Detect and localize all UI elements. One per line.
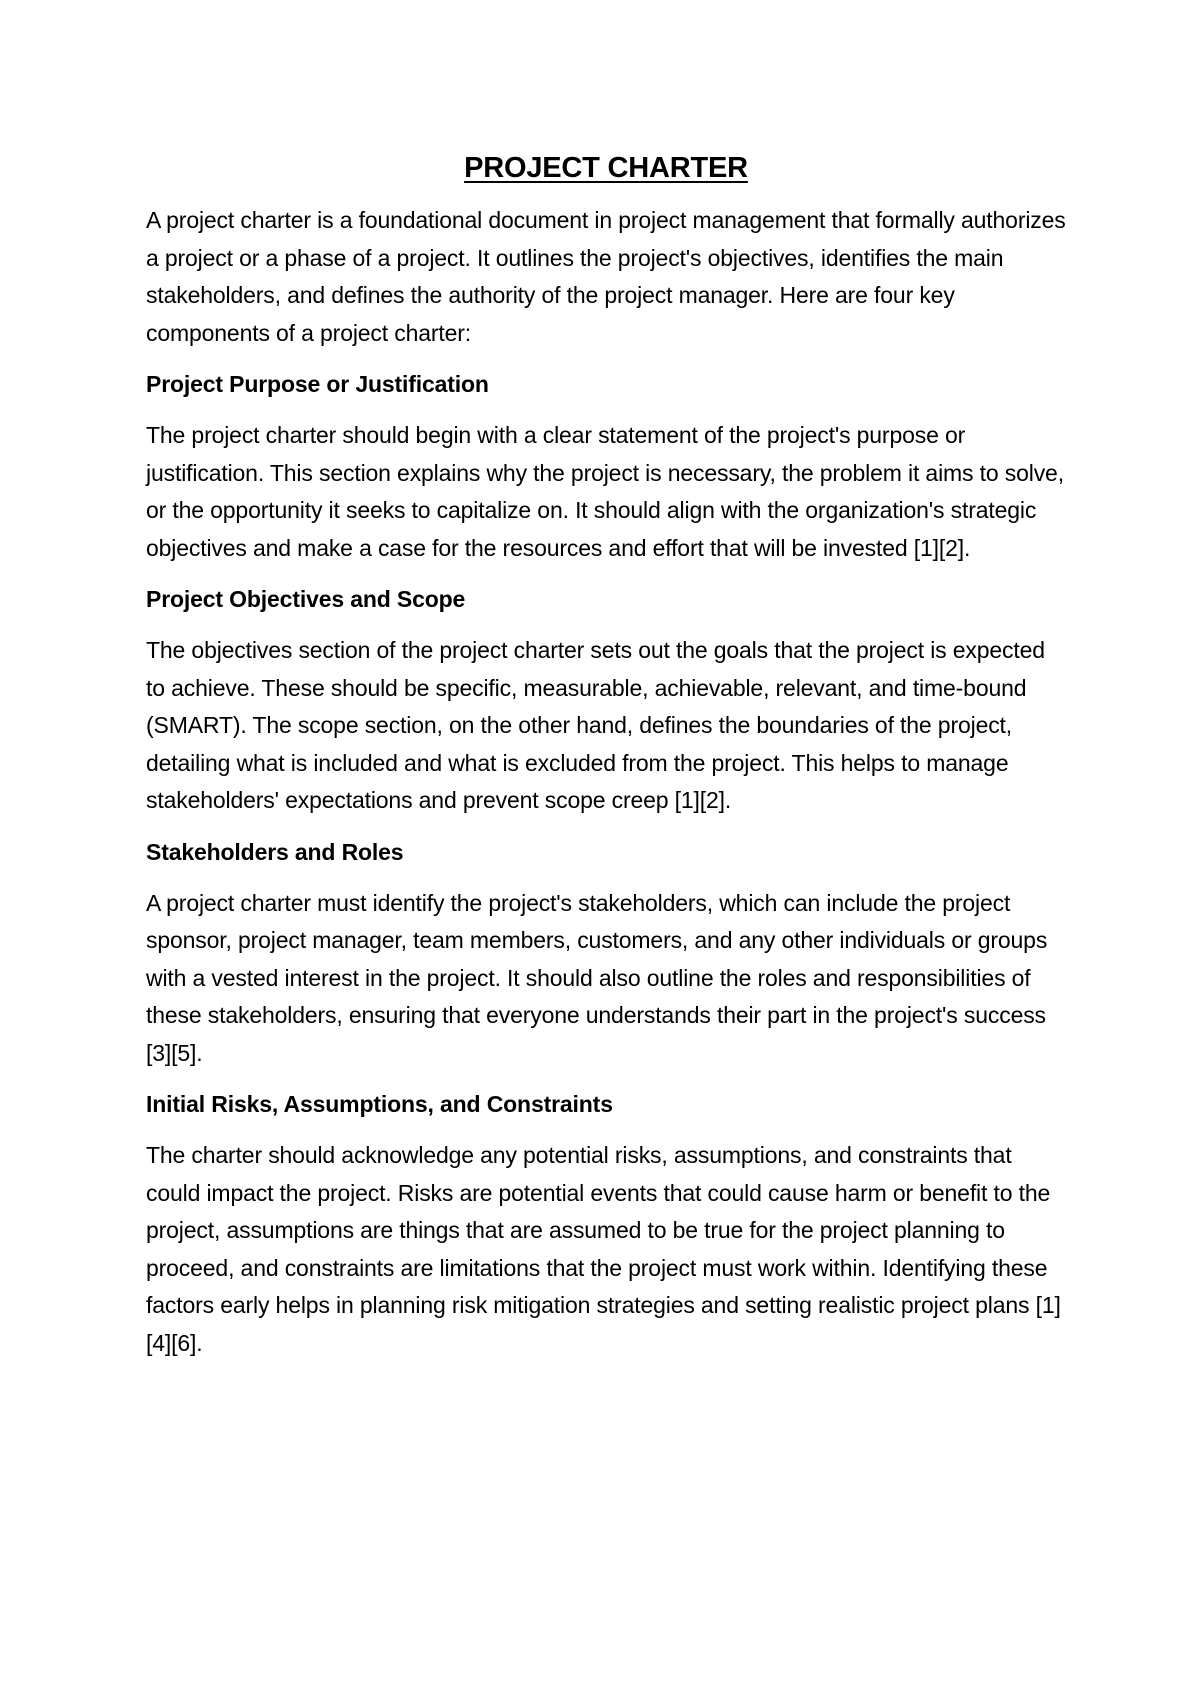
section-heading: Project Purpose or Justification [146, 371, 489, 397]
section-purpose [146, 366, 1066, 567]
section-paragraph: The charter should acknowledge any potential risks, assumptions, and constraints that could impact the project. Risks are potential events that could cause harm or benefit to the project, assumptions are things that are assumed to be true for the project planning to proceed, and constraints are limitations that the project must work within. Identifying these factors early helps in planning risk mitigation strategies and setting realistic project plans [1][4][6]. [146, 1142, 1061, 1356]
section-paragraph: The project charter should begin with a clear statement of the project's purpose or justification. This section explains why the project is necessary, the problem it aims to solve, or the opportunity it seeks to capitalize on. It should align with the organization's strategic objectives and make a case for the resources and effort that will be invested [1][2]. [146, 422, 1064, 561]
section-paragraph: A project charter must identify the project's stakeholders, which can include the project sponsor, project manager, team members, customers, and any other individuals or groups with a vested interest in the project. It should also outline the roles and responsibilities of these stakeholders, ensuring that everyone understands their part in the project's success [3][5]. [146, 889, 1048, 1066]
section-heading: Stakeholders and Roles [146, 838, 404, 865]
section-stakeholders [146, 834, 1066, 1073]
section-objectives-scope [146, 581, 1066, 820]
section-paragraph: The objectives section of the project charter sets out the goals that the project is expected to achieve. These should be specific, measurable, achievable, relevant, and time-bound (SMART). The scope section, on the other hand, defines the boundaries of the project, detailing what is included and what is excluded from the project. This helps to manage stakeholders' expectations and prevent scope creep [1][2]. [146, 637, 1045, 813]
section-risks [146, 1086, 1066, 1362]
intro-paragraph: A project charter is a foundational document in project management that formally authorizes a project or a phase of a project. It outlines the project's objectives, identifies the main stakeholders, and defines the authority of the project manager. Here are four key components of a project charter: [146, 207, 1066, 346]
document-title: PROJECT CHARTER [464, 152, 748, 184]
section-heading: Project Objectives and Scope [146, 586, 466, 612]
document-body [146, 148, 1066, 1376]
section-heading: Initial Risks, Assumptions, and Constraints [146, 1091, 613, 1117]
